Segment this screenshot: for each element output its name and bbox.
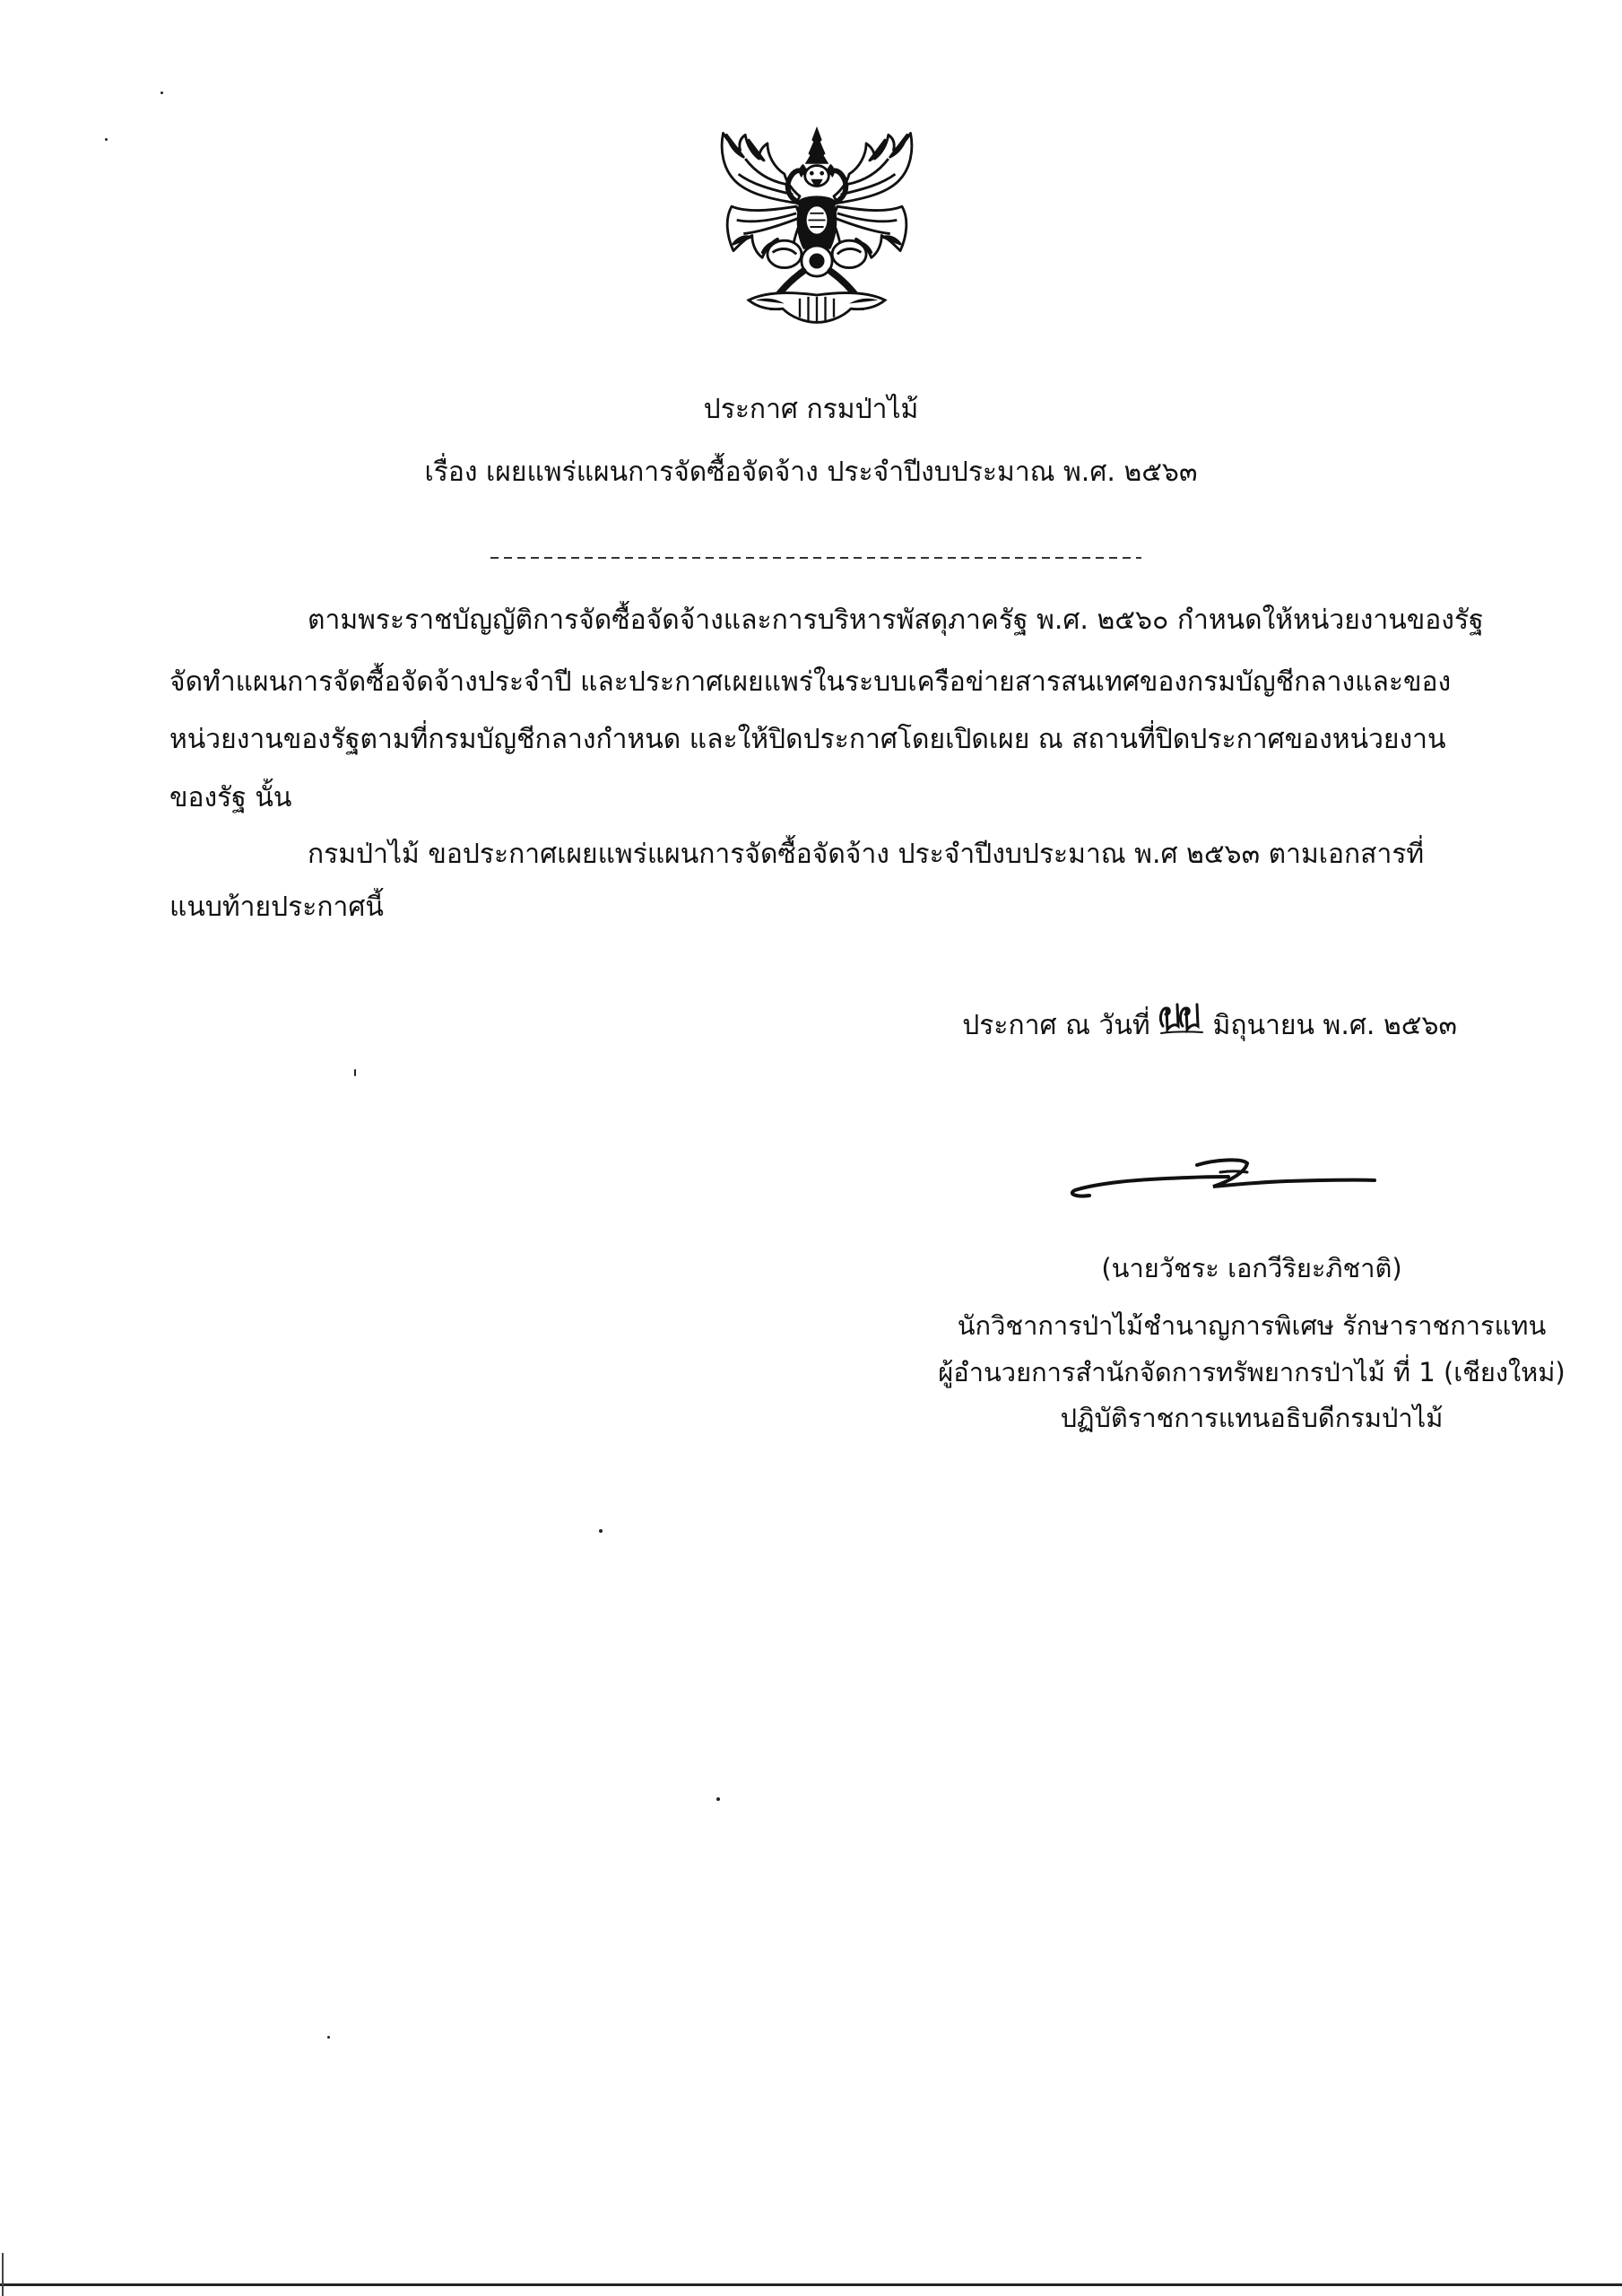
scan-speck: [354, 1069, 356, 1076]
document-title: ประกาศ กรมป่าไม้: [703, 394, 919, 425]
paragraph-2-line-1: กรมป่าไม้ ขอประกาศเผยแพร่แผนการจัดซื้อจัดจ้าง ประจำปีงบประมาณ พ.ศ ๒๕๖๓ ตามเอกสารที่: [308, 839, 1425, 870]
garuda-tail: [749, 293, 885, 323]
scan-speck: [599, 1529, 603, 1533]
date-prefix: ประกาศ ณ วันที่: [962, 1009, 1150, 1041]
scan-speck: [160, 91, 163, 94]
scan-edge-bottom: [0, 2283, 1622, 2286]
handwritten-day: [1156, 999, 1208, 1037]
date-line: [962, 1005, 1457, 1045]
signatory-position-1: นักวิชาการป่าไม้ชำนาญการพิเศษ รักษาราชการแทน: [957, 1310, 1547, 1341]
paragraph-1-line-1: ตามพระราชบัญญัติการจัดซื้อจัดจ้างและการบริหารพัสดุภาครัฐ พ.ศ. ๒๕๖๐ กำหนดให้หน่วยงานของรัฐ: [308, 604, 1484, 636]
scan-speck: [327, 2036, 330, 2039]
signatory-position-2: ผู้อำนวยการสำนักจัดการทรัพยากรป่าไม้ ที่ 1 (เชียงใหม่): [938, 1357, 1566, 1387]
garuda-head: [805, 166, 829, 187]
scan-speck: [105, 138, 108, 141]
scan-speck: [716, 1797, 720, 1801]
signatory-name: (นายวัชระ เอกวีริยะภิชาติ): [1101, 1253, 1402, 1283]
signatory-position-3: ปฏิบัติราชการแทนอธิบดีกรมป่าไม้: [1060, 1403, 1444, 1433]
date-suffix: มิถุนายน พ.ศ. ๒๕๖๓: [1212, 1009, 1457, 1041]
document-subject: เรื่อง เผยแพร่แผนการจัดซื้อจัดจ้าง ประจำปีงบประมาณ พ.ศ. ๒๕๖๓: [424, 457, 1198, 488]
paragraph-1-line-4: ของรัฐ นั้น: [169, 782, 292, 813]
garuda-emblem: [715, 125, 919, 329]
scan-edge-left: [2, 2253, 4, 2296]
paragraph-1-line-3: หน่วยงานของรัฐตามที่กรมบัญชีกลางกำหนด และให้ปิดประกาศโดยเปิดเผย ณ สถานที่ปิดประกาศของหน่วยงาน: [169, 724, 1446, 755]
signature: [1063, 1152, 1376, 1206]
paragraph-1-line-2: จัดทำแผนการจัดซื้อจัดจ้างประจำปี และประกาศเผยแพร่ในระบบเครือข่ายสารสนเทศของกรมบัญชีกลางและของ: [169, 666, 1452, 698]
dashed-divider: [490, 557, 1141, 559]
paragraph-2-line-2: แนบท้ายประกาศนี้: [169, 891, 384, 923]
